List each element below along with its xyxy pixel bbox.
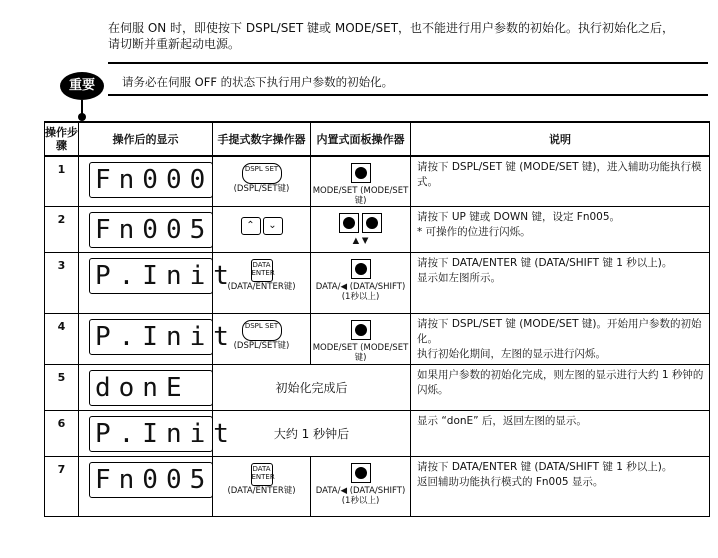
row-description: 显示 “donE” 后，返回左图的显示。 — [411, 411, 710, 457]
row-description: 请按下 DATA/ENTER 键 (DATA/SHIFT 键 1 秒以上)。 显示如左图所示。 — [411, 253, 710, 314]
step-number: 4 — [45, 314, 79, 365]
down-key-icon[interactable]: ⌄ — [263, 217, 283, 235]
header-description: 说明 — [411, 122, 710, 156]
handheld-key-label: (DSPL/SET键) — [233, 184, 290, 194]
handheld-key-label: (DATA/ENTER键) — [227, 282, 296, 292]
panel-button-icon[interactable] — [351, 259, 371, 279]
table-row — [45, 207, 710, 253]
divider-top — [108, 62, 708, 64]
table-row — [45, 365, 710, 411]
row-description: 如果用户参数的初始化完成，则左图的显示进行大约 1 秒钟的闪烁。 — [411, 365, 710, 411]
panel-key-label: MODE/SET (MODE/SET键) — [312, 186, 409, 206]
header-panel: 内置式面板操作器 — [311, 122, 411, 156]
row-description: 请按下 DATA/ENTER 键 (DATA/SHIFT 键 1 秒以上)。 返回辅助功能执行模式的 Fn005 显示。 — [411, 457, 710, 517]
step-number: 1 — [45, 156, 79, 207]
merged-operation-note: 大约 1 秒钟后 — [213, 411, 411, 457]
table-row — [45, 253, 710, 314]
handheld-key-label: (DSPL/SET键) — [233, 341, 290, 351]
header-step: 操作步骤 — [45, 122, 79, 156]
handheld-key-label: (DATA/ENTER键) — [227, 486, 296, 496]
segment-display: Fn005 — [89, 212, 213, 248]
dspl-set-key-icon[interactable]: DSPL SET — [242, 320, 282, 341]
important-badge-label: 重要 — [68, 78, 95, 93]
panel-button-icon[interactable] — [351, 163, 371, 183]
panel-up-button-icon[interactable] — [339, 213, 359, 233]
step-number: 5 — [45, 365, 79, 411]
step-number: 7 — [45, 457, 79, 517]
segment-display: Fn000 — [89, 162, 213, 198]
procedure-table — [44, 121, 710, 517]
panel-down-button-icon[interactable] — [362, 213, 382, 233]
data-enter-key-icon[interactable]: DATA ENTER — [251, 463, 273, 486]
table-row — [45, 314, 710, 365]
data-enter-key-icon[interactable]: DATA ENTER — [251, 259, 273, 282]
intro-paragraph — [108, 20, 708, 52]
important-note: 请务必在伺服 OFF 的状态下执行用户参数的初始化。 — [122, 75, 394, 89]
header-display: 操作后的显示 — [79, 122, 213, 156]
panel-key-label: ▲ ▼ — [352, 236, 369, 246]
table-header-row — [45, 122, 710, 156]
row-description: 请按下 DSPL/SET 键 (MODE/SET 键)，进入辅助功能执行模式。 — [411, 156, 710, 207]
row-description: 请按下 UP 键或 DOWN 键，设定 Fn005。 * 可操作的位进行闪烁。 — [411, 207, 710, 253]
segment-display: P.Init — [89, 416, 213, 452]
up-key-icon[interactable]: ⌃ — [241, 217, 261, 235]
panel-button-icon[interactable] — [351, 320, 371, 340]
header-handheld: 手提式数字操作器 — [213, 122, 311, 156]
merged-operation-note: 初始化完成后 — [213, 365, 411, 411]
row-description: 请按下 DSPL/SET 键 (MODE/SET 键)。开始用户参数的初始化。 执行初始化期间，左图的显示进行闪烁。 — [411, 314, 710, 365]
step-number: 2 — [45, 207, 79, 253]
intro-line-1: 在伺服 ON 时，即使按下 DSPL/SET 键或 MODE/SET，也不能进行用户参数的初始化。执行初始化之后， — [108, 21, 675, 35]
divider-note — [108, 94, 708, 96]
dspl-set-key-icon[interactable]: DSPL SET — [242, 163, 282, 184]
table-row — [45, 457, 710, 517]
panel-key-label: DATA/◀ (DATA/SHIFT) (1秒以上) — [315, 486, 406, 506]
intro-line-2: 请切断并重新起动电源。 — [108, 37, 241, 51]
segment-display: P.Init — [89, 319, 213, 355]
panel-key-label: DATA/◀ (DATA/SHIFT) (1秒以上) — [315, 282, 406, 302]
segment-display: P.Init — [89, 258, 213, 294]
panel-key-label: MODE/SET (MODE/SET键) — [312, 343, 409, 363]
segment-display: donE — [89, 370, 213, 406]
panel-button-icon[interactable] — [351, 463, 371, 483]
table-row — [45, 156, 710, 207]
segment-display: Fn005 — [89, 462, 213, 498]
table-row — [45, 411, 710, 457]
step-number: 3 — [45, 253, 79, 314]
step-number: 6 — [45, 411, 79, 457]
